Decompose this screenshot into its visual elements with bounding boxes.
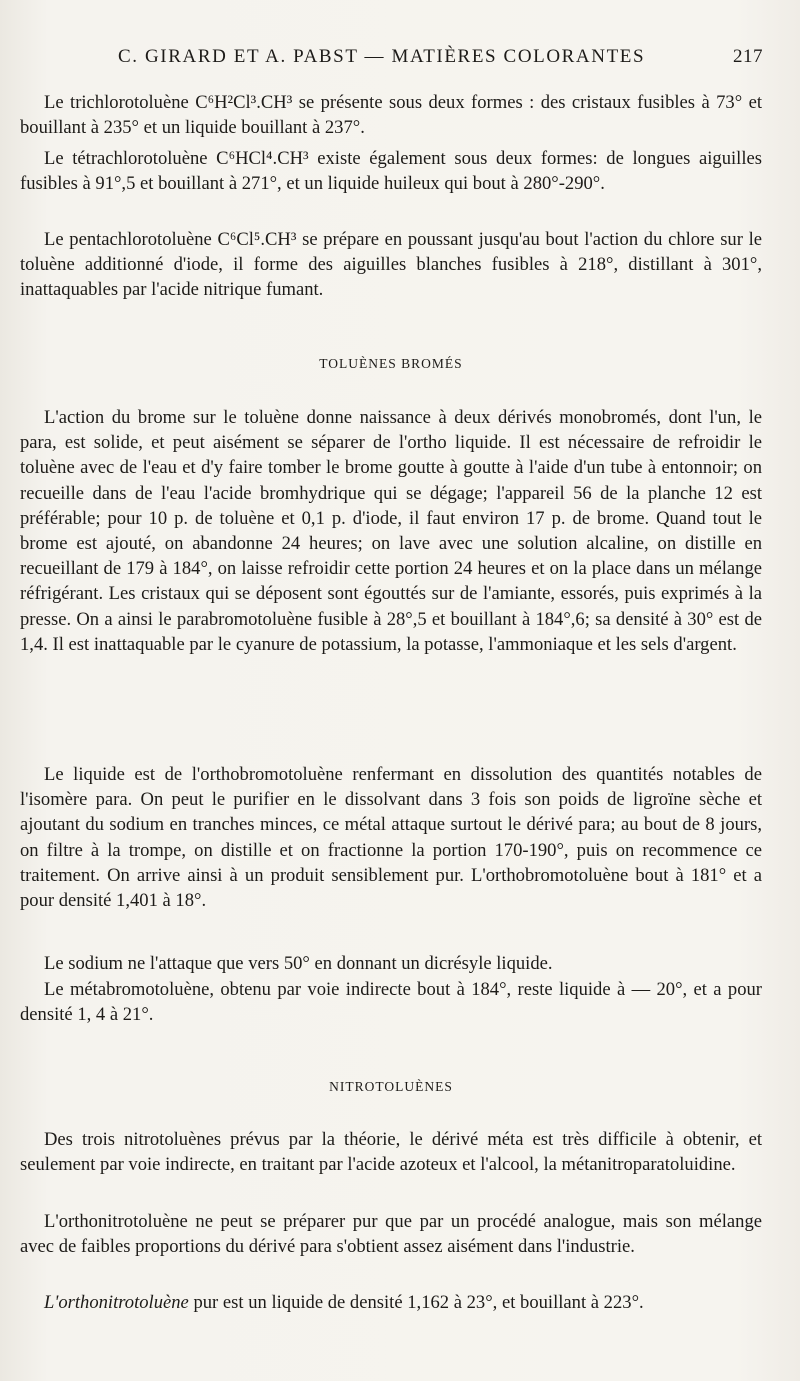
paragraph-tetrachlorotoluene: Le tétrachlorotoluène C⁶HCl⁴.CH³ existe également sous deux formes: de longues aiguilles fusibles à 91°,5 et bouillant à 271°, et un liquide huileux qui bout à 280°-290°. [20,148,762,195]
paragraph-text: pur est un liquide de densité 1,162 à 23°, et bouillant à 223°. [188,1292,644,1313]
paragraph-sodium: Le sodium ne l'attaque que vers 50° en donnant un dicrésyle liquide. [44,953,553,974]
page-number: 217 [733,46,763,67]
paragraph-orthobromotoluene: Le liquide est de l'orthobromotoluène renfermant en dissolution des quantités notables de l'isomère para. On peut le purifier en le dissolvant dans 3 fois son poids de ligroïne sèche et ajoutant du sodium en tranches minces, ce métal attaque surtout le dérivé para; au bout de 8 jours, on filtre à la trompe, on distille et on fractionne la portion 170-190°, puis on recommence ce traitement. On arrive ainsi à un produit sensiblement pur. L'orthobromotoluène bout à 181° et a pour densité 1,401 à 18°. [20,764,762,912]
section-title-nitrotoluenes: NITROTOLUÈNES [329,1079,453,1094]
paragraph-pentachlorotoluene: Le pentachlorotoluène C⁶Cl⁵.CH³ se prépare en poussant jusqu'au bout l'action du chlore sur le toluène additionné d'iode, il forme des aiguilles blanches fusibles à 218°, distillant à 301°, inattaquables par l'acide nitrique fumant. [20,229,762,301]
section-title-toluenes-bromes: TOLUÈNES BROMÉS [319,356,463,371]
paragraph-orthonitrotoluene-preparation: L'orthonitrotoluène ne peut se préparer pur que par un procédé analogue, mais son mélange avec de faibles proportions du dérivé para s'obtient assez aisément dans l'industrie. [20,1211,762,1258]
italic-term: L'orthonitrotoluène [44,1292,189,1313]
paragraph-nitrotoluenes: Des trois nitrotoluènes prévus par la théorie, le dérivé méta est très difficile à obtenir, et seulement par voie indirecte, en traitant par l'acide azoteux et l'alcool, la métanitroparatoluidine. [20,1129,762,1176]
paragraph-metabromotoluene: Le métabromotoluène, obtenu par voie indirecte bout à 184°, reste liquide à — 20°, et a pour densité 1, 4 à 21°. [20,979,762,1026]
paragraph-orthonitrotoluene-properties [20,1290,762,1315]
running-title: C. GIRARD ET A. PABST — MATIÈRES COLORANTES [118,46,646,67]
paragraph-bromination: L'action du brome sur le toluène donne naissance à deux dérivés monobromés, dont l'un, le para, est solide, et peut aisément se séparer de l'ortho liquide. Il est nécessaire de refroidir le toluène avec de l'eau et d'y faire tomber le brome goutte à goutte à l'aide d'un tube à entonnoir; on recueille dans de l'eau l'acide bromhydrique qui se dégage; l'appareil 56 de la planche 12 est préférable; pour 10 p. de toluène et 0,1 p. d'iode, il faut environ 17 p. de brome. Quand tout le brome est ajouté, on abandonne 24 heures; on lave avec une solution alcaline, on distille en recueillant de 179 à 184°, on laisse refroidir cette portion 24 heures et on la place dans un mélange réfrigérant. Les cristaux qui se déposent sont égouttés sur de l'amiante, essorés, puis exprimés à la presse. On a ainsi le parabromotoluène fusible à 28°,5 et bouillant à 184°,6; sa densité à 30° est de 1,4. Il est inattaquable par le cyanure de potassium, la potasse, l'ammoniaque et les sels d'argent. [20,407,762,655]
page-header [118,46,763,76]
paragraph-trichlorotoluene: Le trichlorotoluène C⁶H²Cl³.CH³ se présente sous deux formes : des cristaux fusibles à 73° et bouillant à 235° et un liquide bouillant à 237°. [20,92,762,139]
